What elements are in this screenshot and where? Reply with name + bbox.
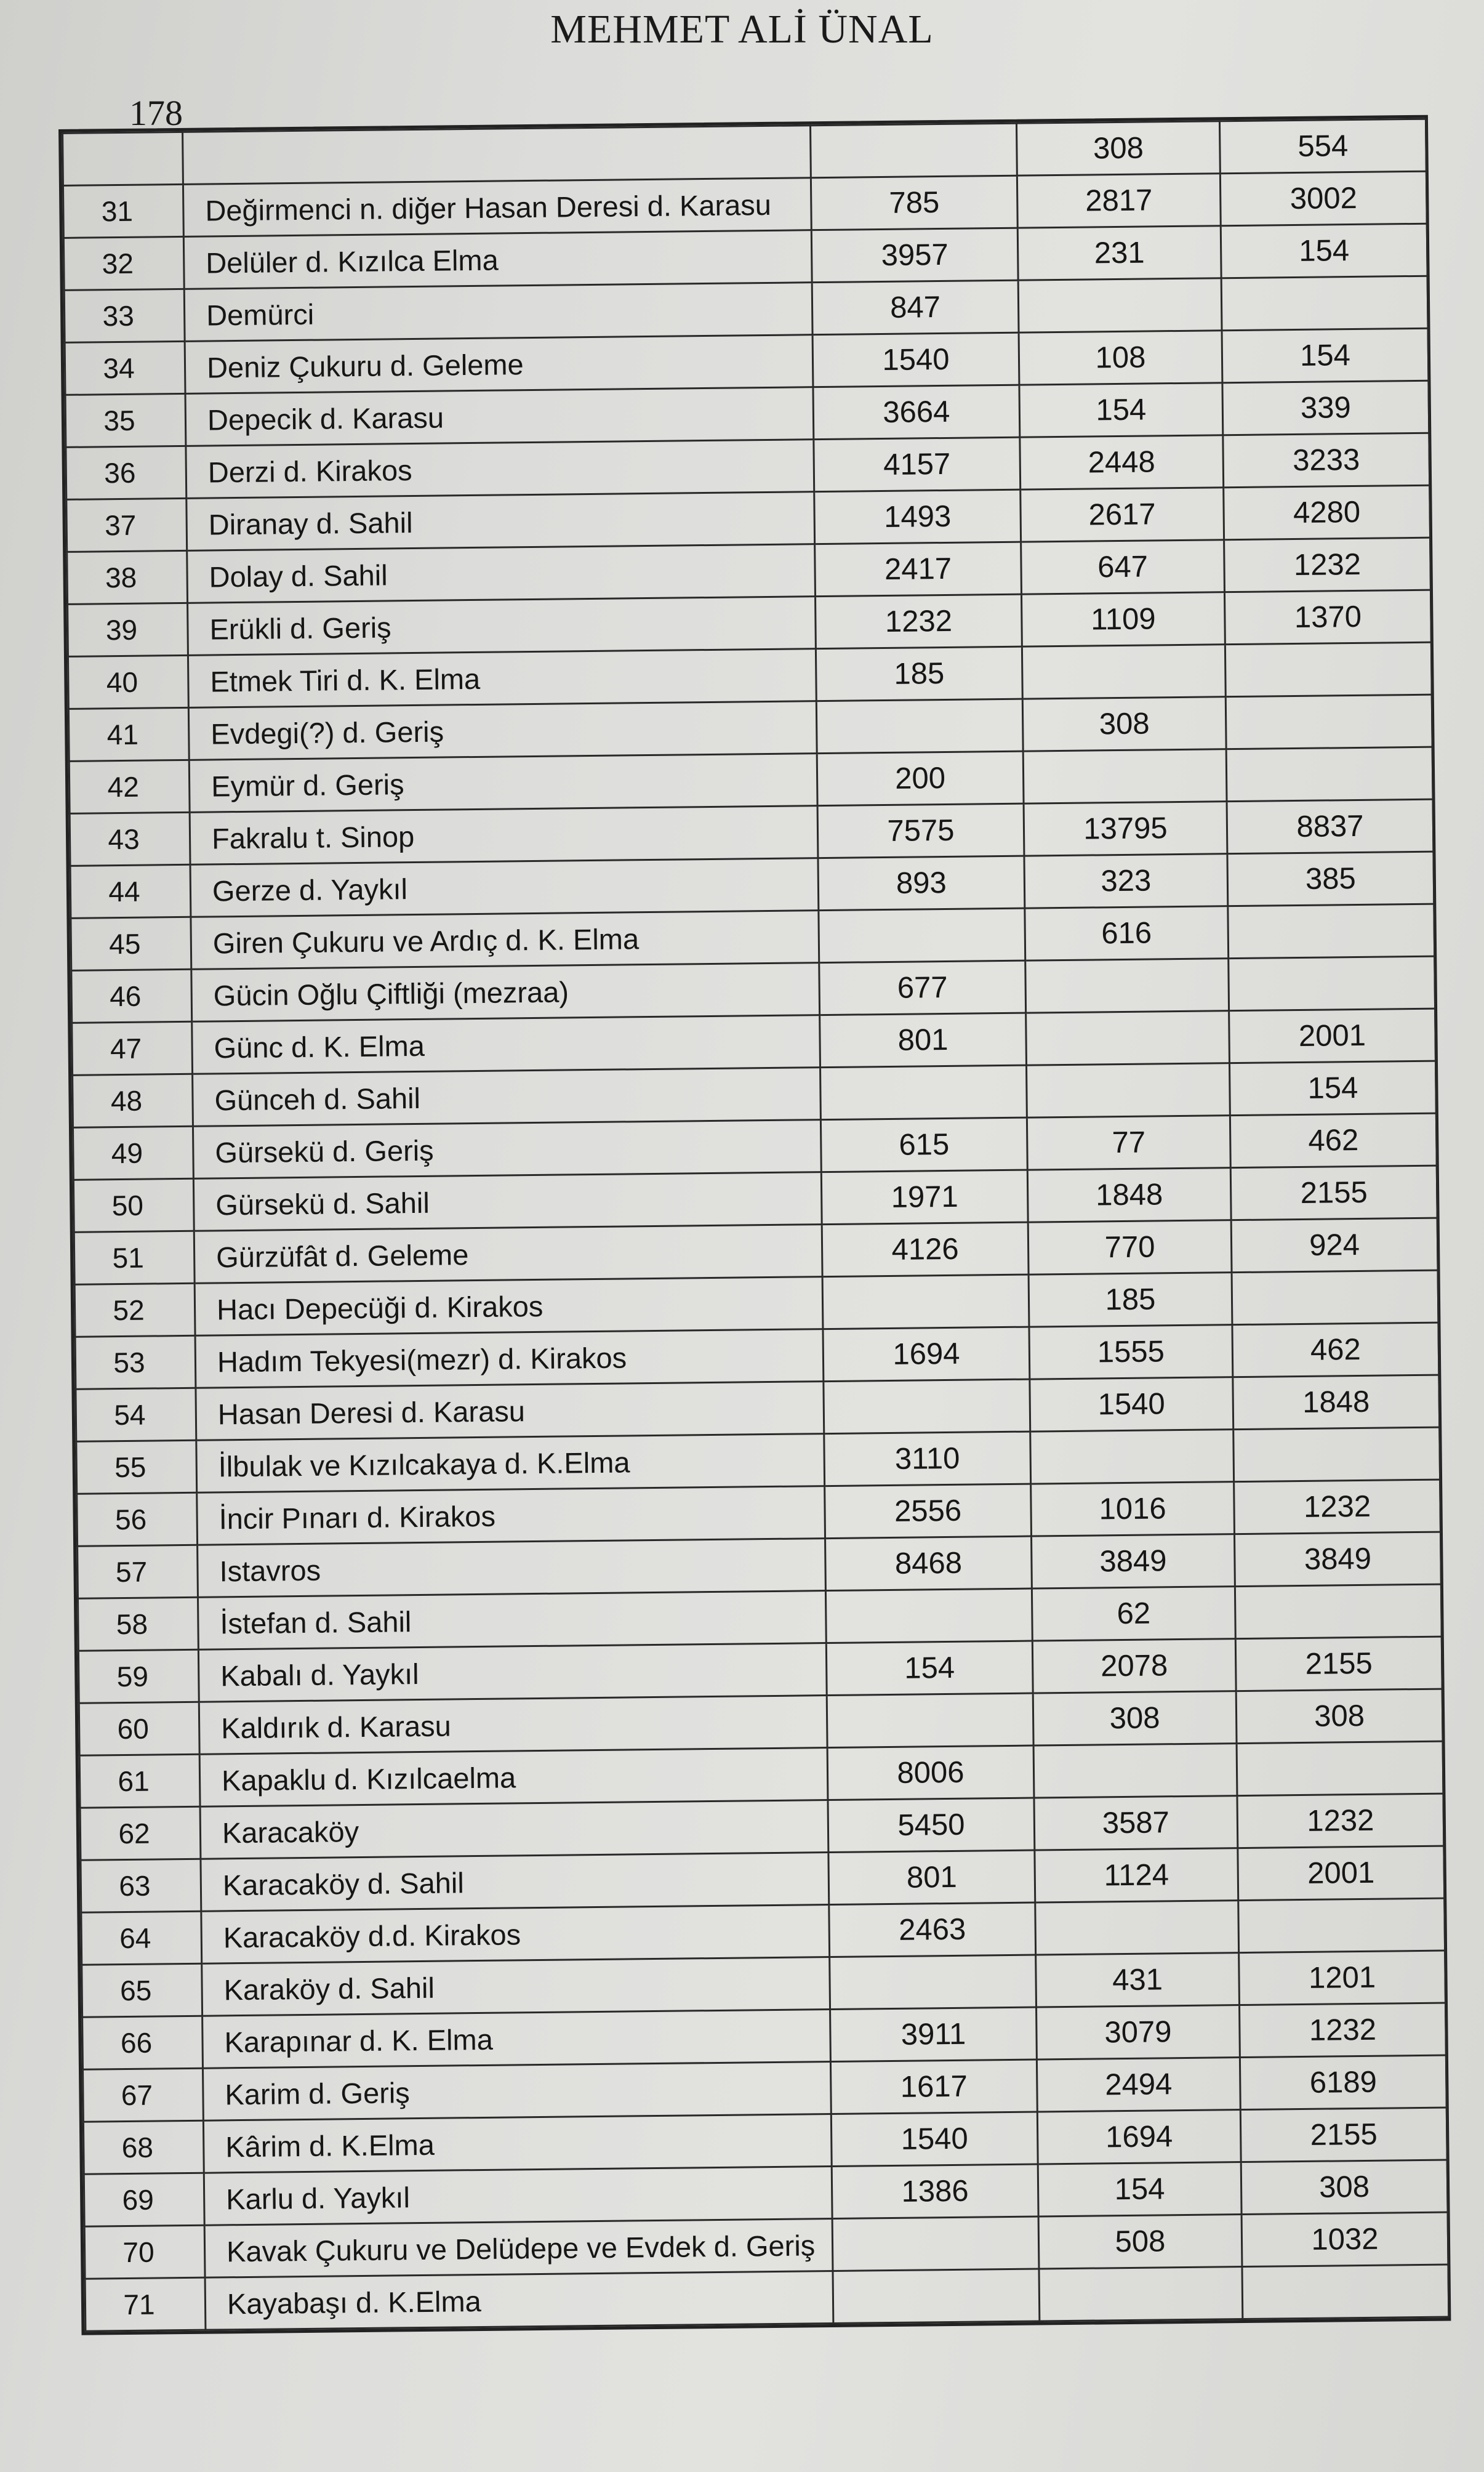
- value-column-1-cell: 4157: [814, 437, 1021, 492]
- value-column-1-cell: 154: [826, 1641, 1033, 1696]
- place-name-cell: Günc d. K. Elma: [192, 1015, 820, 1074]
- row-number-cell: 55: [76, 1440, 197, 1494]
- row-number-cell: 61: [79, 1754, 200, 1808]
- value-column-2-cell: 308: [1016, 121, 1220, 175]
- value-column-1-cell: [833, 2269, 1040, 2324]
- value-column-3-cell: 339: [1222, 380, 1429, 435]
- value-column-1-cell: 615: [820, 1117, 1027, 1172]
- row-number-cell: 39: [68, 603, 188, 656]
- value-column-2-cell: 1694: [1037, 2110, 1241, 2164]
- place-name-cell: Karim d. Geriş: [203, 2062, 831, 2121]
- value-column-1-cell: [822, 1274, 1029, 1329]
- value-column-2-cell: [1025, 959, 1229, 1013]
- value-column-1-cell: 1232: [816, 594, 1022, 649]
- value-column-3-cell: 385: [1227, 852, 1434, 906]
- row-number-cell: 46: [71, 969, 192, 1023]
- value-column-3-cell: 8837: [1227, 799, 1434, 854]
- value-column-1-cell: 3110: [824, 1431, 1031, 1486]
- value-column-3-cell: 924: [1231, 1218, 1438, 1273]
- place-name-cell: Karacaköy: [200, 1800, 828, 1859]
- value-column-2-cell: 2617: [1021, 488, 1224, 542]
- value-column-2-cell: 1109: [1021, 592, 1225, 646]
- value-column-3-cell: 154: [1221, 223, 1427, 278]
- row-number-cell: 36: [66, 446, 187, 499]
- value-column-1-cell: 3664: [813, 385, 1020, 440]
- value-column-1-cell: 3957: [811, 228, 1018, 283]
- value-column-3-cell: 1032: [1241, 2212, 1448, 2267]
- value-column-1-cell: 200: [817, 751, 1024, 806]
- value-column-2-cell: 1124: [1035, 1848, 1238, 1902]
- row-number-cell: 33: [64, 289, 185, 342]
- value-column-3-cell: [1221, 276, 1428, 331]
- value-column-1-cell: 1617: [830, 2059, 1037, 2114]
- value-column-3-cell: [1242, 2265, 1449, 2319]
- place-name-cell: Karacaköy d.d. Kirakos: [201, 1905, 830, 1964]
- value-column-3-cell: 154: [1229, 1061, 1436, 1116]
- value-column-2-cell: [1022, 645, 1225, 699]
- value-column-2-cell: 431: [1036, 1953, 1240, 2007]
- value-column-2-cell: 13795: [1024, 802, 1227, 856]
- value-column-3-cell: 1201: [1239, 1951, 1446, 2005]
- row-number-cell: [63, 132, 183, 185]
- value-column-2-cell: 508: [1038, 2215, 1242, 2269]
- value-column-3-cell: [1233, 1427, 1440, 1482]
- place-name-cell: Delüler d. Kızılca Elma: [183, 230, 812, 289]
- row-number-cell: 66: [82, 2016, 203, 2069]
- value-column-3-cell: [1225, 642, 1432, 697]
- place-name-cell: Istavros: [198, 1539, 826, 1598]
- row-number-cell: 69: [84, 2173, 204, 2226]
- value-column-3-cell: 1370: [1224, 590, 1431, 645]
- value-column-3-cell: [1226, 747, 1433, 802]
- value-column-3-cell: 2155: [1240, 2108, 1447, 2162]
- row-number-cell: 48: [73, 1074, 193, 1127]
- place-name-cell: Eymür d. Geriş: [189, 754, 817, 813]
- value-column-3-cell: 554: [1219, 119, 1426, 174]
- place-name-cell: Giren Çukuru ve Ardıç d. K. Elma: [191, 911, 819, 970]
- row-number-cell: 44: [70, 864, 191, 918]
- value-column-2-cell: [1030, 1430, 1234, 1484]
- value-column-3-cell: 154: [1222, 328, 1429, 383]
- place-name-cell: Kaldırık d. Karasu: [199, 1696, 827, 1755]
- place-name-cell: Değirmenci n. diğer Hasan Deresi d. Karasu: [183, 178, 811, 237]
- value-column-3-cell: 1848: [1233, 1375, 1440, 1430]
- value-column-2-cell: 3849: [1032, 1534, 1235, 1588]
- row-number-cell: 70: [84, 2225, 205, 2279]
- value-column-2-cell: [1039, 2267, 1243, 2321]
- value-column-1-cell: 7575: [817, 803, 1024, 858]
- place-name-cell: Gürsekü d. Sahil: [193, 1172, 822, 1231]
- value-column-2-cell: 77: [1027, 1116, 1230, 1170]
- value-column-1-cell: 185: [816, 646, 1022, 701]
- value-column-3-cell: 2155: [1230, 1166, 1437, 1220]
- place-name-cell: Gerze d. Yaykıl: [190, 858, 819, 917]
- value-column-1-cell: 893: [818, 856, 1025, 911]
- value-column-2-cell: [1023, 749, 1227, 803]
- value-column-3-cell: 2001: [1229, 1009, 1436, 1063]
- value-column-2-cell: [1027, 1063, 1230, 1117]
- value-column-1-cell: 8006: [827, 1745, 1034, 1800]
- value-column-1-cell: [824, 1379, 1030, 1434]
- value-column-2-cell: 616: [1025, 906, 1229, 960]
- value-column-3-cell: [1232, 1270, 1438, 1325]
- place-name-cell: Diranay d. Sahil: [187, 492, 815, 551]
- row-number-cell: 54: [76, 1388, 196, 1441]
- value-column-3-cell: 3849: [1234, 1532, 1441, 1587]
- value-column-2-cell: 1016: [1031, 1482, 1235, 1536]
- village-data-table: [58, 115, 1451, 2335]
- value-column-3-cell: 3233: [1223, 433, 1430, 488]
- value-column-3-cell: 2001: [1238, 1846, 1445, 1901]
- row-number-cell: 43: [70, 812, 190, 866]
- value-column-2-cell: [1026, 1011, 1230, 1065]
- value-column-2-cell: 1555: [1029, 1325, 1233, 1379]
- value-column-2-cell: 3079: [1037, 2005, 1240, 2059]
- row-number-cell: 45: [71, 917, 191, 970]
- place-name-cell: İncir Pınarı d. Kirakos: [197, 1486, 825, 1545]
- row-number-cell: 56: [77, 1492, 198, 1546]
- value-column-3-cell: 462: [1230, 1113, 1437, 1168]
- row-number-cell: 63: [81, 1859, 201, 1912]
- row-number-cell: 31: [63, 184, 183, 238]
- page-number: 178: [129, 93, 183, 133]
- value-column-2-cell: 154: [1019, 383, 1223, 437]
- value-column-1-cell: [832, 2216, 1039, 2271]
- place-name-cell: Hadım Tekyesi(mezr) d. Kirakos: [195, 1329, 824, 1388]
- value-column-1-cell: 1540: [812, 332, 1019, 387]
- place-name-cell: [183, 126, 811, 185]
- place-name-cell: Depecik d. Karasu: [185, 387, 814, 446]
- value-column-3-cell: 3002: [1220, 171, 1427, 226]
- value-column-2-cell: [1018, 278, 1222, 332]
- value-column-1-cell: 1540: [831, 2112, 1038, 2167]
- place-name-cell: Karlu d. Yaykıl: [204, 2167, 832, 2226]
- running-header-author: MEHMET ALİ ÜNAL: [550, 7, 934, 52]
- value-column-2-cell: 770: [1028, 1220, 1232, 1274]
- row-number-cell: 35: [65, 393, 186, 447]
- value-column-3-cell: [1237, 1741, 1443, 1796]
- value-column-3-cell: [1225, 694, 1432, 749]
- row-number-cell: 53: [75, 1335, 196, 1389]
- value-column-3-cell: 1232: [1234, 1480, 1441, 1534]
- value-column-2-cell: 323: [1024, 854, 1228, 908]
- value-column-2-cell: 3587: [1034, 1796, 1238, 1850]
- value-column-1-cell: 801: [820, 1013, 1027, 1068]
- row-number-cell: 65: [82, 1963, 203, 2017]
- value-column-2-cell: 1540: [1030, 1377, 1233, 1431]
- value-column-2-cell: 2448: [1020, 435, 1224, 489]
- place-name-cell: Kabalı d. Yaykıl: [198, 1643, 827, 1702]
- place-name-cell: Hasan Deresi d. Karasu: [196, 1382, 824, 1441]
- value-column-2-cell: [1035, 1901, 1239, 1955]
- value-column-1-cell: [819, 908, 1025, 963]
- row-number-cell: 64: [81, 1911, 202, 1965]
- row-number-cell: 57: [78, 1545, 198, 1598]
- place-name-cell: Karaköy d. Sahil: [202, 1957, 830, 2016]
- value-column-3-cell: 308: [1241, 2160, 1448, 2215]
- row-number-cell: 71: [85, 2277, 206, 2331]
- value-column-1-cell: [811, 123, 1017, 178]
- value-column-1-cell: 677: [819, 960, 1026, 1015]
- row-number-cell: 37: [66, 498, 187, 552]
- value-column-1-cell: 1386: [832, 2164, 1038, 2219]
- value-column-1-cell: 847: [812, 280, 1019, 335]
- value-column-2-cell: 2494: [1037, 2058, 1240, 2112]
- table-body: [63, 119, 1449, 2331]
- value-column-2-cell: 185: [1029, 1273, 1232, 1327]
- place-name-cell: Günceh d. Sahil: [193, 1068, 821, 1127]
- row-number-cell: 47: [72, 1021, 193, 1075]
- value-column-1-cell: [820, 1065, 1027, 1120]
- value-column-1-cell: 1493: [814, 489, 1021, 544]
- row-number-cell: 50: [73, 1178, 194, 1232]
- row-number-cell: 62: [80, 1806, 201, 1860]
- value-column-2-cell: 2078: [1032, 1639, 1236, 1693]
- value-column-3-cell: [1229, 956, 1435, 1011]
- place-name-cell: Derzi d. Kirakos: [186, 440, 814, 499]
- value-column-2-cell: 647: [1021, 540, 1225, 594]
- value-column-2-cell: 108: [1019, 331, 1222, 385]
- place-name-cell: Erükli d. Geriş: [188, 597, 816, 656]
- value-column-3-cell: 1232: [1240, 2003, 1446, 2058]
- value-column-2-cell: 62: [1032, 1587, 1235, 1641]
- row-number-cell: 34: [65, 341, 185, 395]
- value-column-1-cell: [830, 1955, 1037, 2010]
- value-column-1-cell: 1971: [821, 1170, 1028, 1225]
- place-name-cell: Evdegi(?) d. Geriş: [188, 701, 817, 760]
- place-name-cell: Etmek Tiri d. K. Elma: [188, 649, 816, 708]
- value-column-1-cell: 5450: [828, 1798, 1035, 1853]
- value-column-3-cell: 6189: [1240, 2055, 1446, 2110]
- place-name-cell: Dolay d. Sahil: [187, 544, 816, 603]
- row-number-cell: 51: [74, 1231, 195, 1284]
- place-name-cell: Kayabaşı d. K.Elma: [205, 2271, 833, 2330]
- place-name-cell: Deniz Çukuru d. Geleme: [185, 335, 813, 394]
- row-number-cell: 58: [78, 1597, 198, 1651]
- value-column-3-cell: 2155: [1235, 1637, 1442, 1691]
- row-number-cell: 67: [83, 2068, 204, 2122]
- value-column-3-cell: 4280: [1224, 485, 1430, 540]
- value-column-3-cell: [1238, 1898, 1445, 1953]
- row-number-cell: 40: [68, 655, 188, 709]
- place-name-cell: Hacı Depecüği d. Kirakos: [195, 1277, 823, 1336]
- place-name-cell: Karapınar d. K. Elma: [203, 2010, 831, 2069]
- value-column-2-cell: 2817: [1017, 174, 1221, 228]
- value-column-3-cell: 462: [1232, 1323, 1439, 1377]
- value-column-2-cell: 308: [1033, 1691, 1237, 1745]
- row-number-cell: 42: [69, 760, 190, 813]
- value-column-2-cell: 231: [1017, 226, 1221, 280]
- place-name-cell: İlbulak ve Kızılcakaya d. K.Elma: [196, 1434, 825, 1493]
- value-column-2-cell: 308: [1022, 697, 1226, 751]
- row-number-cell: 38: [67, 550, 188, 604]
- row-number-cell: 60: [79, 1702, 199, 1755]
- value-column-3-cell: [1228, 904, 1435, 959]
- place-name-cell: Gücin Oğlu Çiftliği (mezraa): [191, 963, 820, 1022]
- row-number-cell: 59: [78, 1649, 199, 1703]
- value-column-1-cell: 4126: [822, 1222, 1029, 1277]
- place-name-cell: Kavak Çukuru ve Delüdepe ve Evdek d. Geriş: [204, 2219, 833, 2278]
- value-column-1-cell: 2556: [825, 1484, 1032, 1539]
- place-name-cell: İstefan d. Sahil: [198, 1591, 826, 1650]
- row-number-cell: 68: [83, 2120, 204, 2174]
- value-column-3-cell: [1235, 1584, 1442, 1639]
- value-column-2-cell: 154: [1038, 2162, 1241, 2216]
- row-number-cell: 32: [63, 236, 184, 290]
- value-column-1-cell: 785: [811, 175, 1017, 230]
- value-column-1-cell: [827, 1693, 1033, 1748]
- row-number-cell: 49: [73, 1126, 193, 1180]
- value-column-1-cell: 8468: [825, 1536, 1032, 1591]
- place-name-cell: Gürsekü d. Geriş: [193, 1120, 821, 1179]
- value-column-2-cell: 1848: [1027, 1168, 1231, 1222]
- value-column-2-cell: [1033, 1744, 1237, 1798]
- place-name-cell: Fakralu t. Sinop: [190, 806, 818, 865]
- place-name-cell: Karacaköy d. Sahil: [201, 1853, 829, 1912]
- value-column-1-cell: 3911: [830, 2007, 1037, 2062]
- place-name-cell: Gürzüfât d. Geleme: [194, 1225, 822, 1284]
- place-name-cell: Kârim d. K.Elma: [203, 2114, 832, 2173]
- value-column-1-cell: 2463: [829, 1902, 1036, 1957]
- place-name-cell: Kapaklu d. Kızılcaelma: [199, 1748, 828, 1807]
- value-column-1-cell: [816, 699, 1023, 754]
- row-number-cell: 41: [68, 707, 189, 761]
- value-column-1-cell: 1694: [823, 1327, 1030, 1382]
- row-number-cell: 52: [74, 1283, 195, 1337]
- value-column-3-cell: 308: [1236, 1689, 1443, 1744]
- value-column-3-cell: 1232: [1224, 537, 1431, 592]
- value-column-1-cell: 801: [828, 1850, 1035, 1905]
- value-column-3-cell: 1232: [1237, 1794, 1444, 1848]
- value-column-1-cell: 2417: [815, 542, 1022, 597]
- place-name-cell: Demürci: [184, 283, 812, 342]
- value-column-1-cell: [825, 1588, 1032, 1643]
